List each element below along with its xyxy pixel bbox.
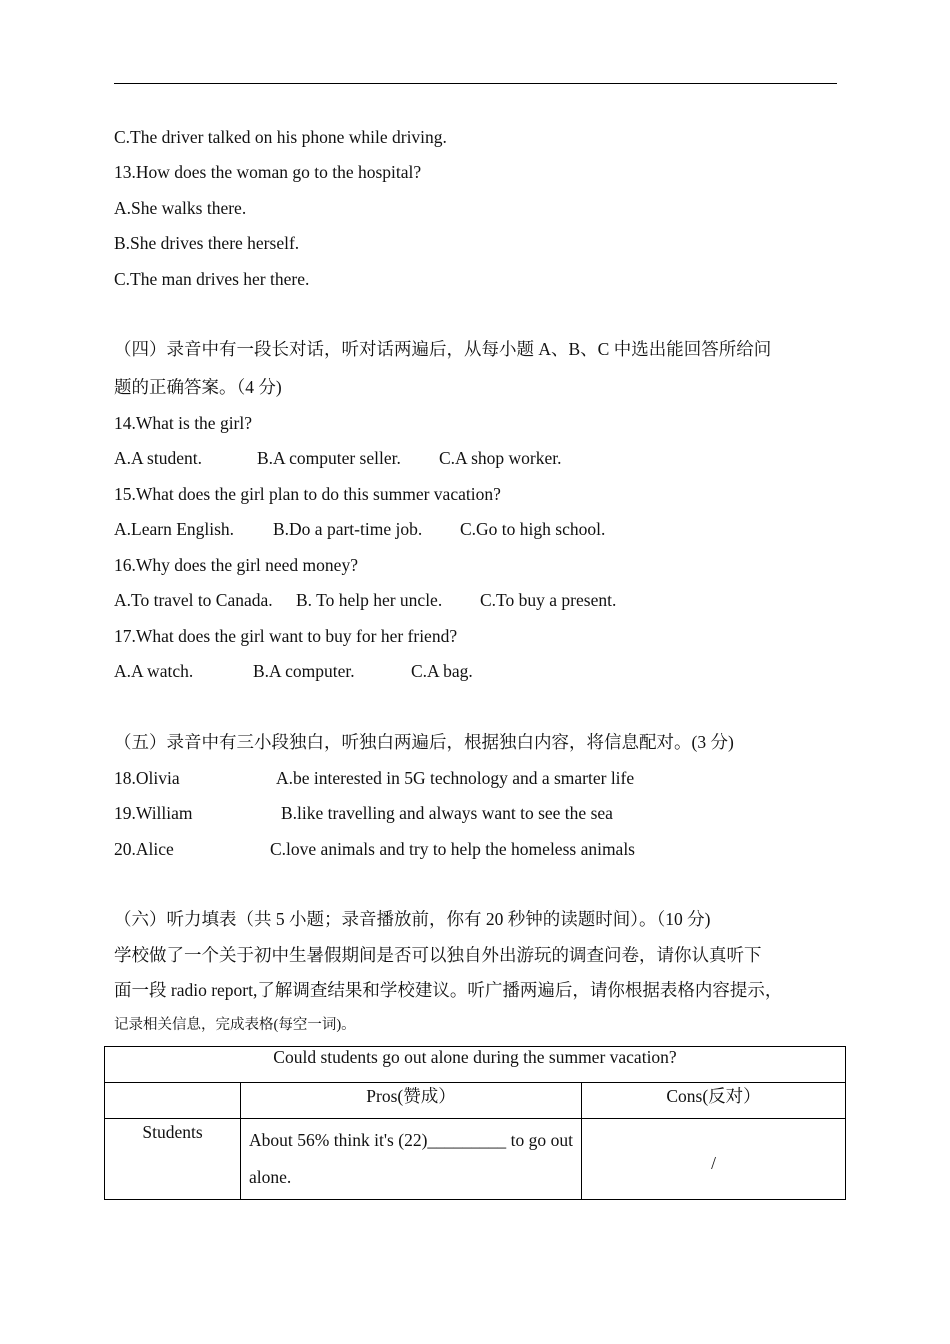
option-15b: B.Do a part-time job.: [273, 519, 423, 539]
question-13: 13.How does the woman go to the hospital?: [114, 162, 422, 182]
match-20: [114, 838, 814, 860]
question-16: 16.Why does the girl need money?: [114, 555, 358, 575]
option-13b: B.She drives there herself.: [114, 233, 300, 253]
column-header-cons: Cons(反对）: [582, 1083, 846, 1119]
pros-cell: About 56% think it's (22)_________ to go out alone.: [241, 1119, 582, 1200]
match-18: [114, 767, 814, 789]
option-17a: A.A watch.: [114, 661, 194, 681]
match-19-option: B.like travelling and always want to see the sea: [281, 803, 613, 823]
section6-paragraph-line3: 记录相关信息，完成表格(每空一词)。: [114, 1017, 356, 1033]
option-17b: B.A computer.: [253, 661, 355, 681]
section6-paragraph-line1: 学校做了一个关于初中生暑假期间是否可以独自外出游玩的调查问卷，请你认真听下: [114, 945, 762, 965]
column-header-pros: Pros(赞成）: [241, 1083, 582, 1119]
question-15: 15.What does the girl plan to do this summer vacation?: [114, 484, 501, 504]
option-14a: A.A student.: [114, 448, 202, 468]
question-14: 14.What is the girl?: [114, 413, 253, 433]
table-row: [105, 1083, 846, 1119]
option-13a: A.She walks there.: [114, 198, 247, 218]
option-16c: C.To buy a present.: [480, 590, 617, 610]
match-19-name: 19.William: [114, 803, 193, 823]
option-17c: C.A bag.: [411, 661, 473, 681]
section4-instruction-line2: 题的正确答案。（4 分): [114, 377, 282, 397]
section6-instruction: （六）听力填表（共 5 小题；录音播放前，你有 20 秒钟的读题时间）。（10 分): [114, 909, 711, 929]
survey-table: [104, 1046, 846, 1200]
table-row: [105, 1047, 846, 1083]
option-15c: C.Go to high school.: [460, 519, 606, 539]
option-16a: A.To travel to Canada.: [114, 590, 273, 610]
table-title: Could students go out alone during the summer vacation?: [105, 1047, 846, 1083]
header-rule: [114, 83, 837, 84]
options-16: [114, 589, 714, 611]
section5-instruction: （五）录音中有三小段独白，听独白两遍后，根据独白内容，将信息配对。(3 分): [114, 732, 734, 752]
match-20-name: 20.Alice: [114, 839, 174, 859]
cons-cell: /: [582, 1119, 846, 1200]
section6-paragraph-line2: 面一段 radio report,了解调查结果和学校建议。听广播两遍后，请你根据表格内容提示，: [114, 980, 783, 1000]
option-14c: C.A shop worker.: [439, 448, 562, 468]
option-15a: A.Learn English.: [114, 519, 235, 539]
match-20-option: C.love animals and try to help the homeless animals: [270, 839, 635, 859]
match-19: [114, 802, 814, 824]
option-16b: B. To help her uncle.: [296, 590, 443, 610]
option-13c: C.The man drives her there.: [114, 269, 310, 289]
options-17: [114, 660, 714, 682]
table-corner-cell: [105, 1083, 241, 1119]
match-18-name: 18.Olivia: [114, 768, 180, 788]
match-18-option: A.be interested in 5G technology and a smarter life: [276, 768, 635, 788]
option-12c: C.The driver talked on his phone while driving.: [114, 127, 447, 147]
option-14b: B.A computer seller.: [257, 448, 401, 468]
question-17: 17.What does the girl want to buy for her friend?: [114, 626, 458, 646]
row-label-students: Students: [105, 1119, 241, 1200]
section4-instruction-line1: （四）录音中有一段长对话，听对话两遍后，从每小题 A、B、C 中选出能回答所给问: [114, 339, 772, 359]
table-row: [105, 1119, 846, 1200]
options-15: [114, 518, 714, 540]
options-14: [114, 447, 714, 469]
